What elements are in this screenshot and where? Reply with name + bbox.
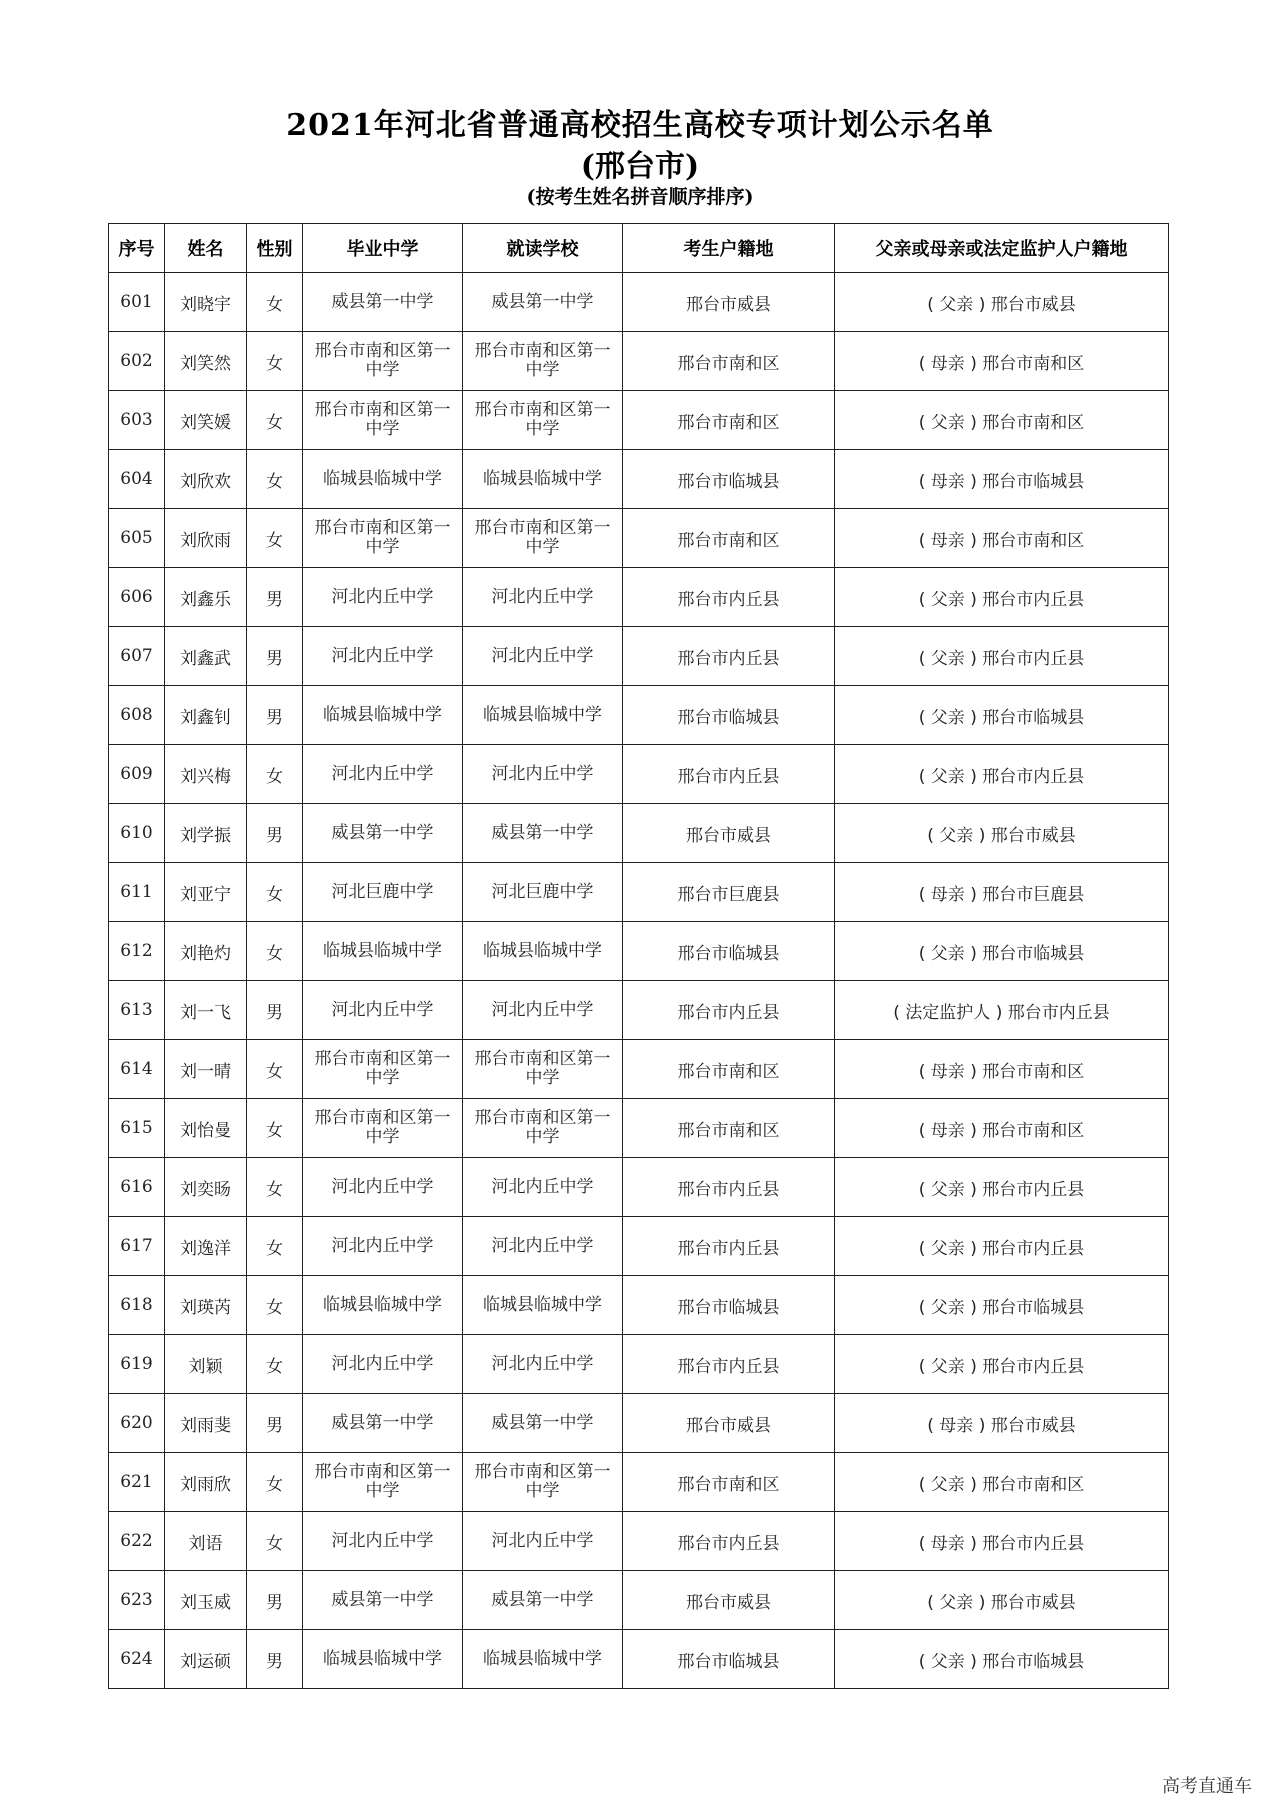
cell-name: 刘笑媛 [165,391,247,450]
cell-student-hukou: 邢台市威县 [623,804,835,863]
cell-student-hukou: 邢台市内丘县 [623,1335,835,1394]
table-row [109,1394,1169,1453]
cell-student-hukou: 邢台市南和区 [623,391,835,450]
table-row [109,1276,1169,1335]
cell-name: 刘鑫武 [165,627,247,686]
table-row [109,391,1169,450]
cell-parent-hukou: ( 母亲 ) 邢台市威县 [835,1394,1169,1453]
cell-no: 601 [109,273,165,332]
cell-name: 刘一晴 [165,1040,247,1099]
cell-student-hukou: 邢台市南和区 [623,1099,835,1158]
cell-current-school: 临城县临城中学 [463,1630,623,1689]
table-row [109,450,1169,509]
cell-graduation-school: 邢台市南和区第一中学 [303,1453,463,1512]
cell-no: 614 [109,1040,165,1099]
cell-student-hukou: 邢台市内丘县 [623,627,835,686]
cell-name: 刘雨斐 [165,1394,247,1453]
cell-student-hukou: 邢台市内丘县 [623,1217,835,1276]
cell-name: 刘瑛芮 [165,1276,247,1335]
cell-student-hukou: 邢台市内丘县 [623,568,835,627]
cell-parent-hukou: ( 父亲 ) 邢台市内丘县 [835,1217,1169,1276]
cell-parent-hukou: ( 父亲 ) 邢台市临城县 [835,686,1169,745]
header-current-school: 就读学校 [463,224,623,273]
cell-name: 刘兴梅 [165,745,247,804]
cell-current-school: 临城县临城中学 [463,450,623,509]
cell-sex: 女 [247,1453,303,1512]
cell-no: 622 [109,1512,165,1571]
table-row [109,509,1169,568]
cell-graduation-school: 河北内丘中学 [303,981,463,1040]
cell-student-hukou: 邢台市巨鹿县 [623,863,835,922]
table-row [109,745,1169,804]
cell-parent-hukou: ( 父亲 ) 邢台市临城县 [835,1276,1169,1335]
cell-parent-hukou: ( 母亲 ) 邢台市巨鹿县 [835,863,1169,922]
header-graduation-school: 毕业中学 [303,224,463,273]
cell-no: 620 [109,1394,165,1453]
table-row [109,332,1169,391]
cell-no: 608 [109,686,165,745]
cell-current-school: 河北内丘中学 [463,981,623,1040]
cell-graduation-school: 威县第一中学 [303,1571,463,1630]
table-row [109,1158,1169,1217]
page-title: 2021年河北省普通高校招生高校专项计划公示名单 [286,108,994,143]
table-row [109,1099,1169,1158]
cell-current-school: 临城县临城中学 [463,922,623,981]
cell-current-school: 河北内丘中学 [463,568,623,627]
cell-parent-hukou: ( 父亲 ) 邢台市威县 [835,804,1169,863]
cell-no: 613 [109,981,165,1040]
cell-sex: 女 [247,1158,303,1217]
cell-name: 刘逸洋 [165,1217,247,1276]
cell-name: 刘鑫乐 [165,568,247,627]
cell-graduation-school: 临城县临城中学 [303,1276,463,1335]
cell-sex: 女 [247,922,303,981]
cell-graduation-school: 临城县临城中学 [303,686,463,745]
cell-graduation-school: 威县第一中学 [303,273,463,332]
cell-graduation-school: 威县第一中学 [303,1394,463,1453]
roster-table [108,223,1169,1689]
table-row [109,1217,1169,1276]
cell-name: 刘笑然 [165,332,247,391]
cell-parent-hukou: ( 父亲 ) 邢台市威县 [835,1571,1169,1630]
cell-student-hukou: 邢台市内丘县 [623,981,835,1040]
cell-parent-hukou: ( 父亲 ) 邢台市内丘县 [835,568,1169,627]
cell-sex: 女 [247,1217,303,1276]
cell-graduation-school: 邢台市南和区第一中学 [303,1099,463,1158]
table-row [109,1630,1169,1689]
cell-graduation-school: 邢台市南和区第一中学 [303,332,463,391]
cell-current-school: 威县第一中学 [463,1394,623,1453]
cell-no: 610 [109,804,165,863]
cell-current-school: 河北内丘中学 [463,1335,623,1394]
cell-no: 615 [109,1099,165,1158]
table-row [109,863,1169,922]
header-name: 姓名 [165,224,247,273]
header-no: 序号 [109,224,165,273]
cell-no: 602 [109,332,165,391]
cell-name: 刘晓宇 [165,273,247,332]
cell-sex: 女 [247,1099,303,1158]
cell-parent-hukou: ( 母亲 ) 邢台市内丘县 [835,1512,1169,1571]
cell-current-school: 河北巨鹿中学 [463,863,623,922]
cell-student-hukou: 邢台市内丘县 [623,1158,835,1217]
cell-student-hukou: 邢台市内丘县 [623,1512,835,1571]
cell-current-school: 邢台市南和区第一中学 [463,509,623,568]
cell-parent-hukou: ( 父亲 ) 邢台市内丘县 [835,1335,1169,1394]
cell-parent-hukou: ( 父亲 ) 邢台市威县 [835,273,1169,332]
cell-no: 604 [109,450,165,509]
cell-parent-hukou: ( 母亲 ) 邢台市临城县 [835,450,1169,509]
cell-sex: 女 [247,745,303,804]
cell-current-school: 威县第一中学 [463,1571,623,1630]
cell-name: 刘颖 [165,1335,247,1394]
cell-parent-hukou: ( 父亲 ) 邢台市南和区 [835,1453,1169,1512]
cell-graduation-school: 河北巨鹿中学 [303,863,463,922]
cell-current-school: 河北内丘中学 [463,1158,623,1217]
cell-name: 刘玉威 [165,1571,247,1630]
table-row [109,627,1169,686]
cell-parent-hukou: ( 父亲 ) 邢台市临城县 [835,1630,1169,1689]
cell-no: 609 [109,745,165,804]
cell-graduation-school: 威县第一中学 [303,804,463,863]
cell-name: 刘鑫钊 [165,686,247,745]
cell-graduation-school: 邢台市南和区第一中学 [303,1040,463,1099]
cell-sex: 男 [247,686,303,745]
table-header-row [109,224,1169,273]
sort-note: (按考生姓名拼音顺序排序) [526,186,754,208]
table-row [109,1571,1169,1630]
cell-parent-hukou: ( 父亲 ) 邢台市南和区 [835,391,1169,450]
cell-current-school: 邢台市南和区第一中学 [463,332,623,391]
cell-graduation-school: 河北内丘中学 [303,1512,463,1571]
cell-student-hukou: 邢台市南和区 [623,1040,835,1099]
cell-parent-hukou: ( 父亲 ) 邢台市内丘县 [835,627,1169,686]
cell-sex: 男 [247,1630,303,1689]
cell-parent-hukou: ( 法定监护人 ) 邢台市内丘县 [835,981,1169,1040]
cell-graduation-school: 临城县临城中学 [303,1630,463,1689]
cell-parent-hukou: ( 父亲 ) 邢台市内丘县 [835,745,1169,804]
cell-graduation-school: 河北内丘中学 [303,745,463,804]
cell-current-school: 威县第一中学 [463,273,623,332]
cell-current-school: 邢台市南和区第一中学 [463,1099,623,1158]
cell-graduation-school: 临城县临城中学 [303,450,463,509]
table-row [109,686,1169,745]
cell-no: 624 [109,1630,165,1689]
table-row [109,1335,1169,1394]
cell-no: 611 [109,863,165,922]
cell-graduation-school: 河北内丘中学 [303,1217,463,1276]
cell-graduation-school: 河北内丘中学 [303,627,463,686]
cell-sex: 女 [247,273,303,332]
cell-graduation-school: 河北内丘中学 [303,1335,463,1394]
table-row [109,1040,1169,1099]
cell-no: 621 [109,1453,165,1512]
cell-current-school: 临城县临城中学 [463,686,623,745]
table-row [109,804,1169,863]
cell-name: 刘雨欣 [165,1453,247,1512]
cell-sex: 女 [247,509,303,568]
cell-no: 618 [109,1276,165,1335]
cell-graduation-school: 河北内丘中学 [303,1158,463,1217]
cell-student-hukou: 邢台市临城县 [623,1630,835,1689]
cell-student-hukou: 邢台市南和区 [623,332,835,391]
cell-sex: 男 [247,1394,303,1453]
cell-student-hukou: 邢台市临城县 [623,450,835,509]
cell-sex: 男 [247,627,303,686]
cell-graduation-school: 邢台市南和区第一中学 [303,391,463,450]
cell-graduation-school: 河北内丘中学 [303,568,463,627]
cell-name: 刘运硕 [165,1630,247,1689]
cell-no: 616 [109,1158,165,1217]
cell-sex: 女 [247,1276,303,1335]
cell-parent-hukou: ( 父亲 ) 邢台市临城县 [835,922,1169,981]
cell-sex: 女 [247,863,303,922]
header-parent-hukou: 父亲或母亲或法定监护人户籍地 [835,224,1169,273]
cell-student-hukou: 邢台市威县 [623,1571,835,1630]
cell-current-school: 河北内丘中学 [463,627,623,686]
cell-no: 606 [109,568,165,627]
header-student-hukou: 考生户籍地 [623,224,835,273]
cell-current-school: 邢台市南和区第一中学 [463,391,623,450]
cell-current-school: 邢台市南和区第一中学 [463,1040,623,1099]
cell-name: 刘学振 [165,804,247,863]
cell-no: 612 [109,922,165,981]
cell-student-hukou: 邢台市威县 [623,273,835,332]
table-row [109,273,1169,332]
header-sex: 性别 [247,224,303,273]
cell-name: 刘艳灼 [165,922,247,981]
cell-graduation-school: 邢台市南和区第一中学 [303,509,463,568]
cell-name: 刘语 [165,1512,247,1571]
cell-parent-hukou: ( 母亲 ) 邢台市南和区 [835,1040,1169,1099]
cell-student-hukou: 邢台市南和区 [623,1453,835,1512]
cell-sex: 女 [247,332,303,391]
cell-name: 刘欣欢 [165,450,247,509]
cell-no: 623 [109,1571,165,1630]
cell-student-hukou: 邢台市威县 [623,1394,835,1453]
cell-current-school: 邢台市南和区第一中学 [463,1453,623,1512]
cell-no: 617 [109,1217,165,1276]
cell-sex: 女 [247,1512,303,1571]
cell-current-school: 河北内丘中学 [463,1217,623,1276]
cell-current-school: 临城县临城中学 [463,1276,623,1335]
cell-sex: 男 [247,568,303,627]
table-row [109,981,1169,1040]
cell-sex: 男 [247,804,303,863]
cell-parent-hukou: ( 母亲 ) 邢台市南和区 [835,332,1169,391]
cell-current-school: 河北内丘中学 [463,1512,623,1571]
cell-sex: 男 [247,1571,303,1630]
cell-current-school: 威县第一中学 [463,804,623,863]
cell-student-hukou: 邢台市内丘县 [623,745,835,804]
cell-name: 刘亚宁 [165,863,247,922]
cell-sex: 女 [247,1335,303,1394]
cell-no: 619 [109,1335,165,1394]
table-row [109,1512,1169,1571]
cell-sex: 女 [247,1040,303,1099]
cell-name: 刘奕旸 [165,1158,247,1217]
cell-sex: 女 [247,391,303,450]
cell-sex: 男 [247,981,303,1040]
table-row [109,922,1169,981]
cell-name: 刘一飞 [165,981,247,1040]
table-row [109,1453,1169,1512]
cell-current-school: 河北内丘中学 [463,745,623,804]
cell-student-hukou: 邢台市临城县 [623,1276,835,1335]
cell-parent-hukou: ( 母亲 ) 邢台市南和区 [835,1099,1169,1158]
table-body [109,273,1169,1689]
table-row [109,568,1169,627]
cell-graduation-school: 临城县临城中学 [303,922,463,981]
cell-student-hukou: 邢台市南和区 [623,509,835,568]
cell-no: 605 [109,509,165,568]
cell-sex: 女 [247,450,303,509]
cell-parent-hukou: ( 母亲 ) 邢台市南和区 [835,509,1169,568]
cell-name: 刘欣雨 [165,509,247,568]
cell-parent-hukou: ( 父亲 ) 邢台市内丘县 [835,1158,1169,1217]
cell-student-hukou: 邢台市临城县 [623,686,835,745]
page-subtitle-city: (邢台市) [580,149,700,184]
cell-no: 603 [109,391,165,450]
cell-no: 607 [109,627,165,686]
cell-student-hukou: 邢台市临城县 [623,922,835,981]
cell-name: 刘怡曼 [165,1099,247,1158]
watermark: 高考直通车 [1162,1776,1252,1797]
